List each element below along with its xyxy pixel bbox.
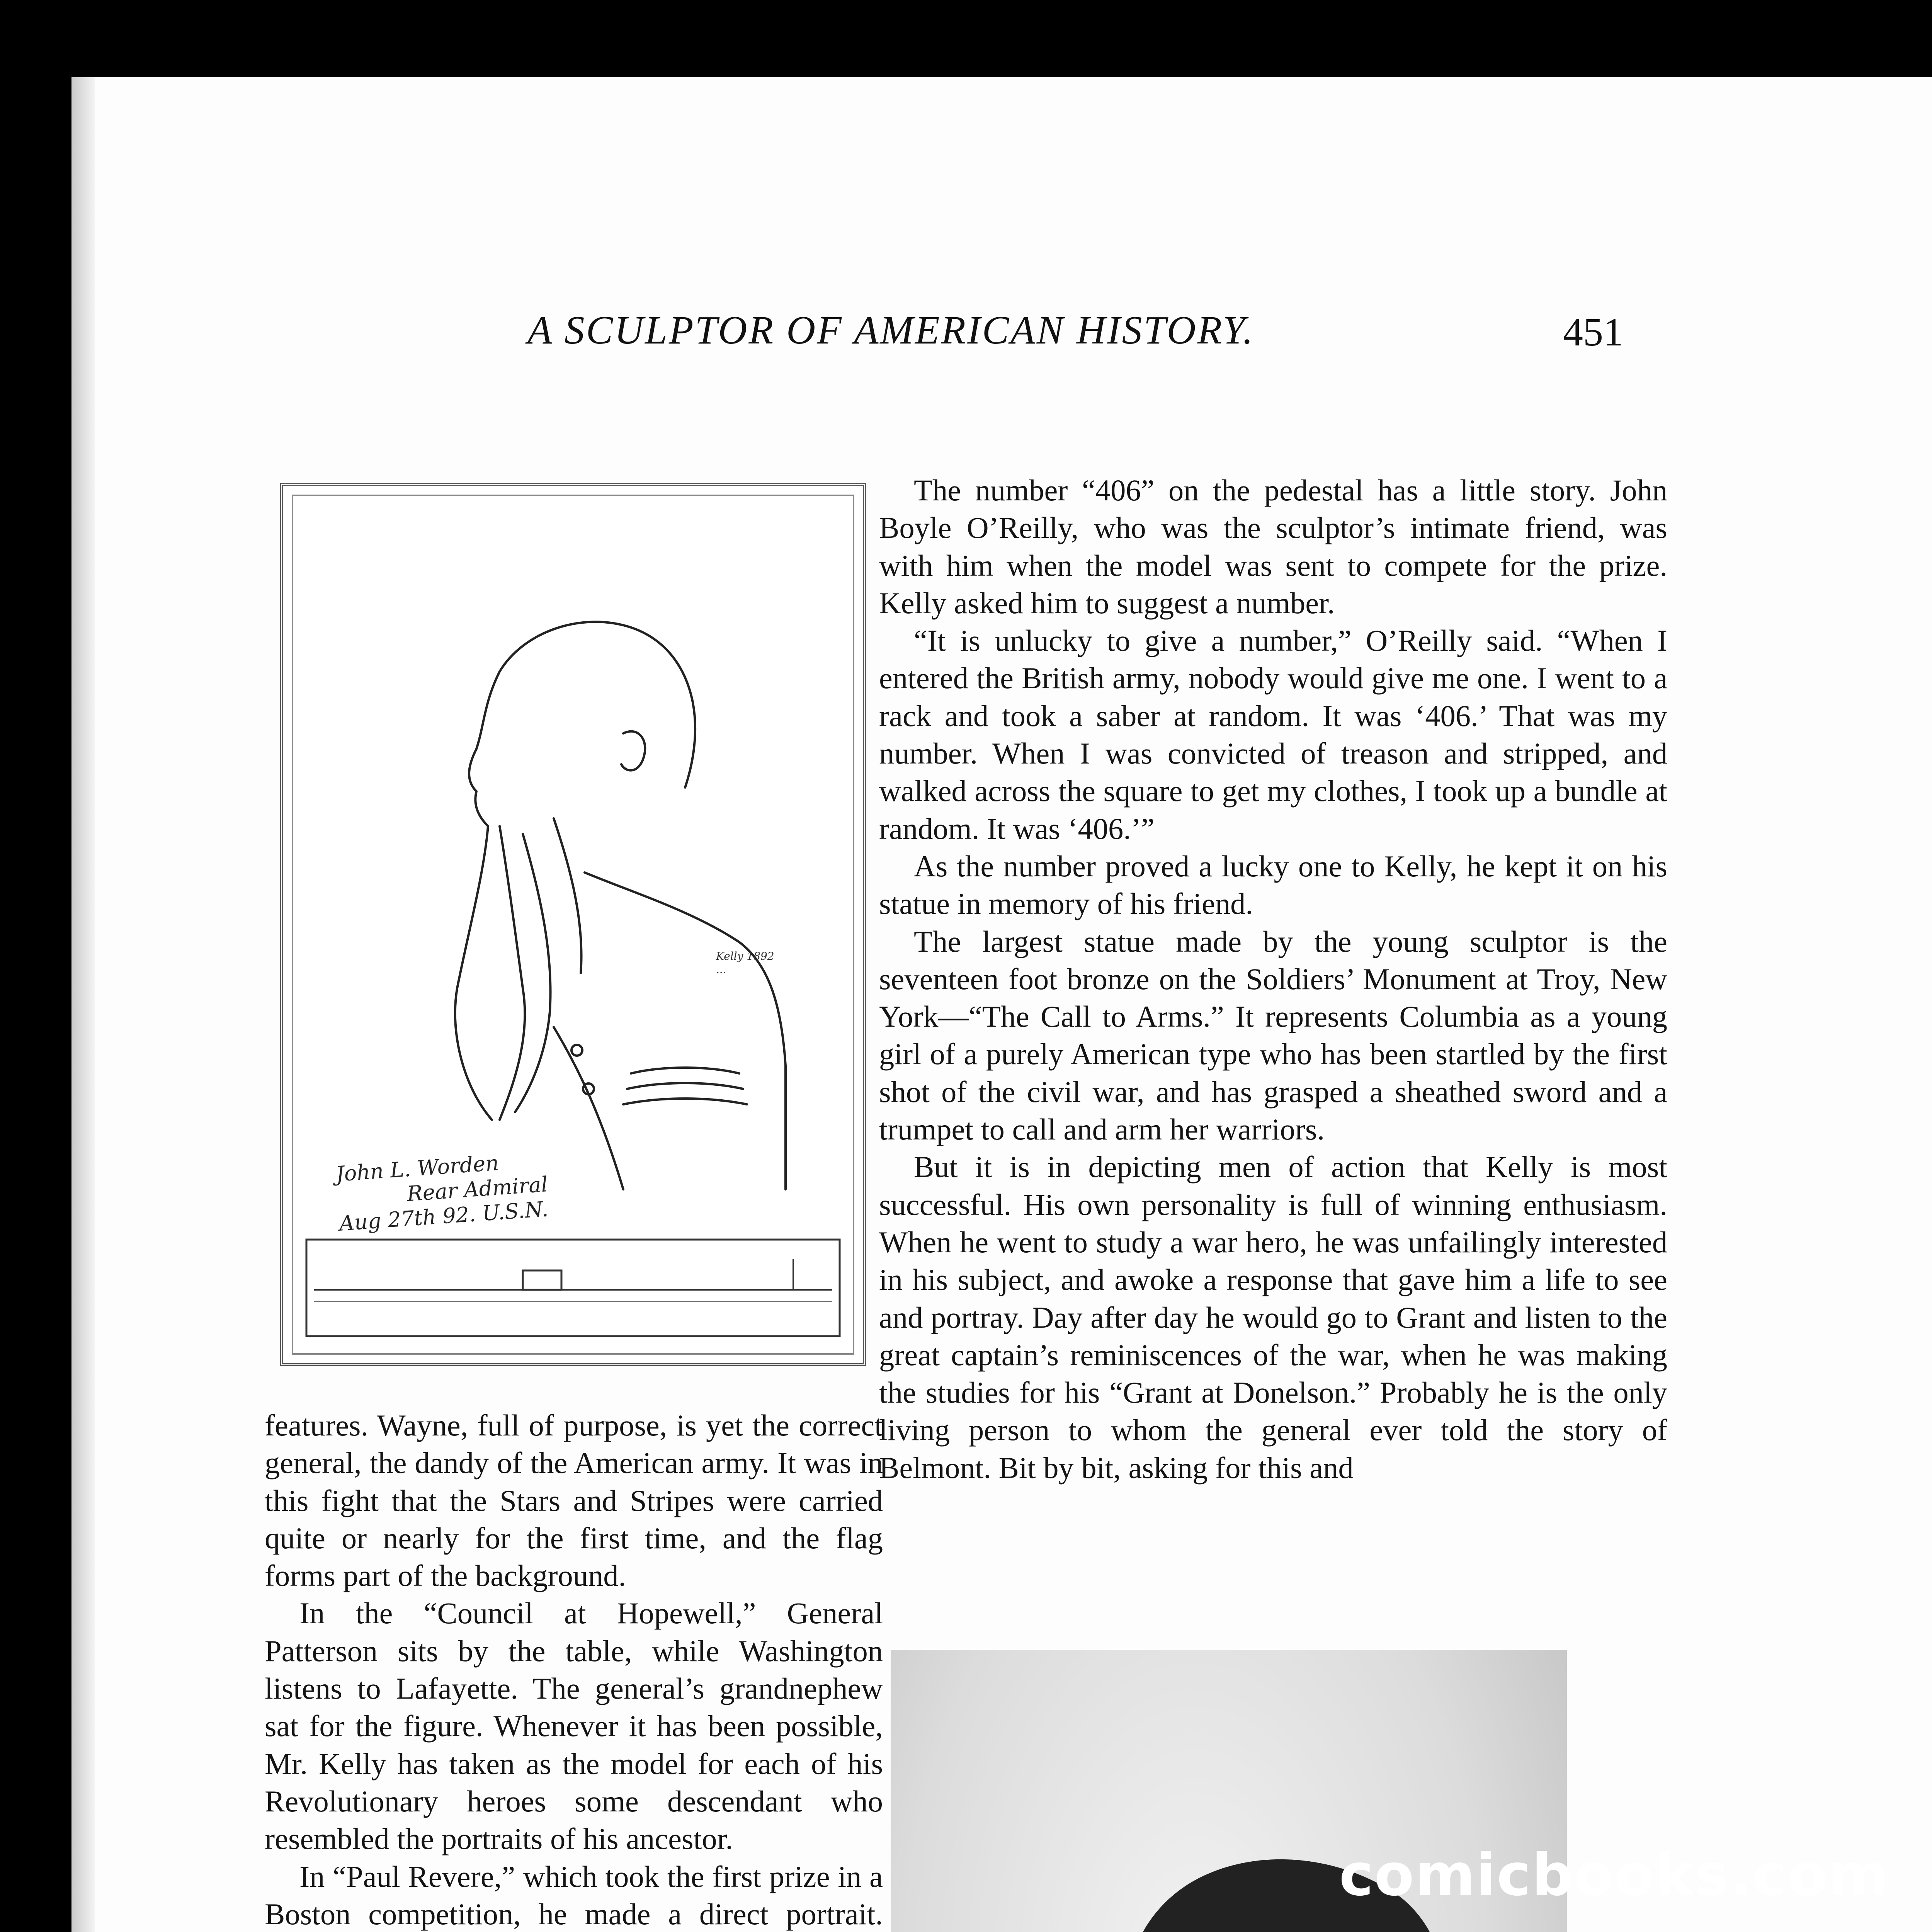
page-gutter-shadow [71,77,95,1932]
paragraph: The number “406” on the pedestal has a little story. John Boyle O’Reilly, who was the sculptor’s intimate friend, was with him when the model was sent to compete for the prize. Kelly asked him to suggest a number. [879,473,1667,620]
signature-date: Aug 27th 92. U.S.N. [338,1197,549,1236]
signature-rank: Rear Admiral [406,1172,549,1206]
page-number: 451 [1563,310,1623,354]
site-watermark: comicbooks.com [1339,1842,1889,1909]
paragraph: In “Paul Revere,” which took the first prize in a Boston competition, he made a direct portrait. [265,1859,883,1931]
paragraph: As the number proved a lucky one to Kelly, he kept it on his statue in memory of his friend. [879,849,1667,921]
paragraph: In the “Council at Hopewell,” General Patterson sits by the table, while Washington listens to Lafayette. The general’s grandnephew sat for the figure. Whenever it has been possible, Mr. Kelly has taken as the model for each of his Revolutionary heroes some descendant who resembled the portraits of his ancestor. [265,1596,883,1856]
portrait-sketch-worden [280,483,866,1366]
paragraph: But it is in depicting men of action that Kelly is most successful. His own personality is full of winning enthusiasm. When he went to study a war hero, he was unfailingly interested in his subject, and awoke a response that gave him a life to see and portray. Day after day he would go to Grant and listen to the great captain’s reminiscences of the war, when he was making the studies for his “Grant at Donelson.” Probably he is the only living person to whom the general ever told the story of Belmont. Bit by bit, asking for this and [879,1150,1667,1485]
sketch-signature [335,1147,550,1236]
right-column-text [879,471,1667,1486]
running-title: A SCULPTOR OF AMERICAN HISTORY. [527,308,1255,352]
paragraph: features. Wayne, full of purpose, is yet the correct general, the dandy of the American army. It was in this fight that the Stars and Stripes were carried quite or nearly for the first time, and the flag forms part of the background. [265,1408,883,1593]
signature-name: John L. Worden [335,1150,500,1187]
sketch-artist-note: Kelly 1892 ... [716,950,774,976]
left-column-text [265,1406,883,1932]
paragraph: The largest statue made by the young sculptor is the seventeen foot bronze on the Soldiers’ Monument at Troy, New York—“The Call to Arms.” It represents Columbia as a young girl of a purely American type who has been startled by the first shot of the civil war, and has grasped a sheathed sword and a trumpet to call and arm her warriors. [879,924,1667,1146]
magazine-page [71,77,1932,1932]
paragraph: “It is unlucky to give a number,” O’Reilly said. “When I entered the British army, nobody would give me one. I went to a rack and took a saber at random. It was ‘406.’ That was my number. When I was convicted of treason and stripped, and walked across the square to get my clothes, I took up a bundle at random. It was ‘406.’” [879,624,1667,845]
